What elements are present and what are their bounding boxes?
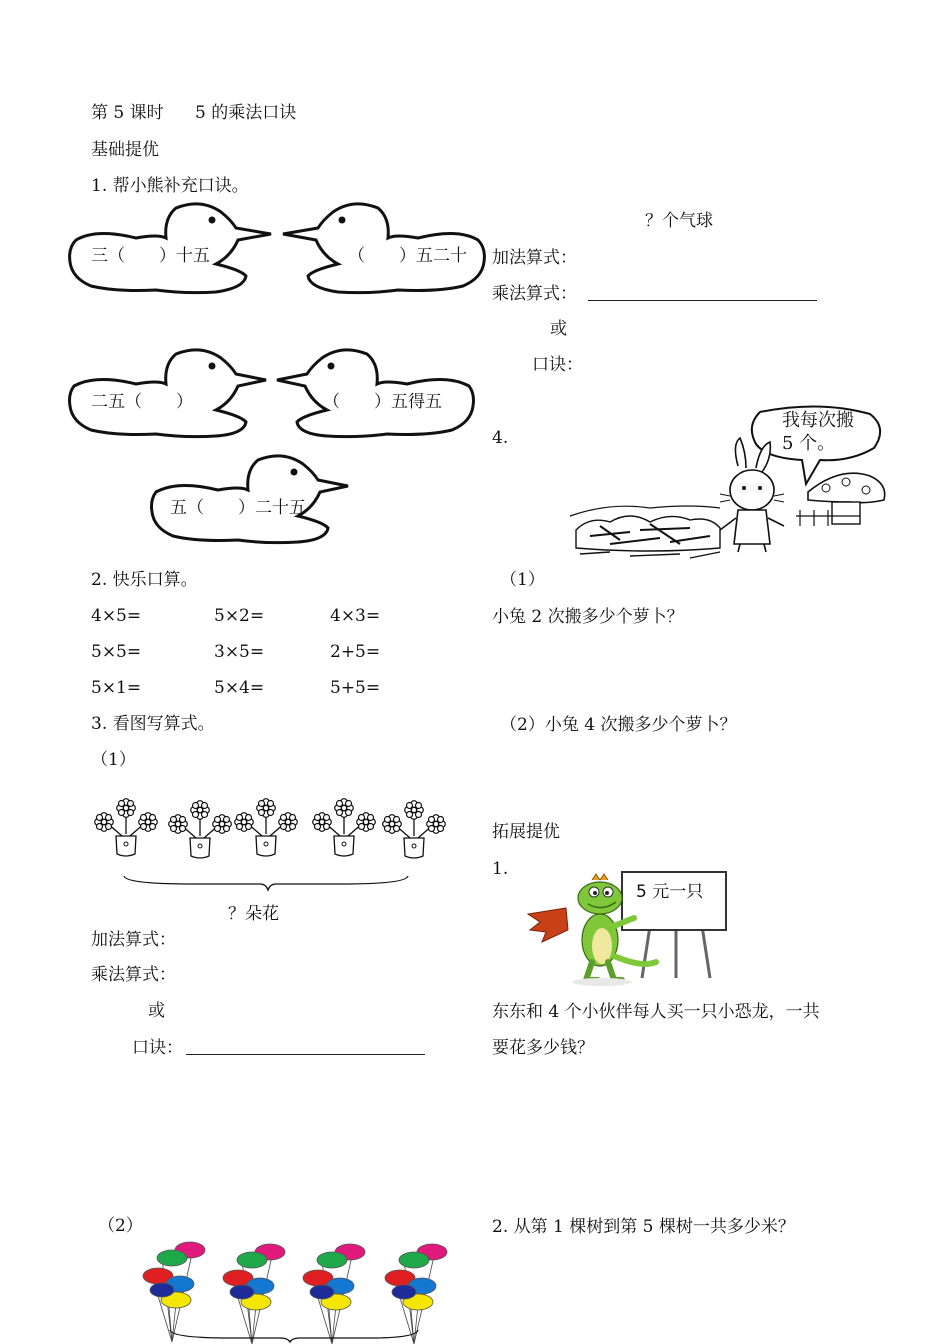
calc-item: 5+5= xyxy=(330,678,381,698)
q4-sub2-question: （2）小兔 4 次搬多少个萝卜？ xyxy=(500,715,737,735)
q3p1-multiplication-label: 乘法算式： xyxy=(91,965,176,985)
lesson-title: 5 的乘法口诀 xyxy=(195,103,297,123)
calc-item: 4×3= xyxy=(330,606,381,626)
q3p2-multiplication-answer-line[interactable] xyxy=(588,300,817,301)
extension-q1-number: 1. xyxy=(492,859,509,879)
q3p2-rhyme-label: 口诀： xyxy=(532,355,583,375)
balloons-illustration xyxy=(140,1232,460,1344)
calc-item: 5×2= xyxy=(214,606,265,626)
calc-item: 3×5= xyxy=(214,642,265,662)
duck-1-text: 三（ ）十五 xyxy=(91,246,210,266)
speech-bubble-line-1: 我每次搬 xyxy=(782,410,854,431)
extension-q1-text-line-2: 要花多少钱？ xyxy=(492,1038,594,1058)
question-4-number: 4. xyxy=(492,428,509,448)
q3p2-multiplication-label: 乘法算式： xyxy=(492,284,577,304)
question-2-title: 2. 快乐口算。 xyxy=(91,570,198,590)
price-sign-text: 5 元一只 xyxy=(636,882,704,902)
lesson-number: 第 5 课时 xyxy=(91,103,164,123)
calc-item: 5×4= xyxy=(214,678,265,698)
speech-bubble-line-2: 5 个。 xyxy=(782,433,836,454)
calc-item: 2+5= xyxy=(330,642,381,662)
duck-4-illustration xyxy=(272,344,477,438)
duck-5-illustration xyxy=(148,450,353,544)
balloons-caption: ？个气球 xyxy=(645,211,713,231)
q3p2-addition-label: 加法算式： xyxy=(492,248,577,268)
calc-item: 5×1= xyxy=(91,678,142,698)
q4-sub1-label: （1） xyxy=(500,570,545,590)
duck-2-text: （ ）五二十 xyxy=(348,246,467,266)
duck-3-text: 二五（ ） xyxy=(91,392,193,412)
flower-pots-illustration xyxy=(92,796,452,896)
q3p1-or-label: 或 xyxy=(148,1001,165,1021)
extension-q1-text-line-1: 东东和 4 个小伙伴每人买一只小恐龙，一共 xyxy=(492,1002,820,1022)
calc-item: 5×5= xyxy=(91,642,142,662)
flowers-caption: ？朵花 xyxy=(228,904,279,924)
q3p2-or-label: 或 xyxy=(550,319,567,339)
question-3-title: 3. 看图写算式。 xyxy=(91,714,215,734)
q3-part1-label: （1） xyxy=(91,750,136,770)
question-1-title: 1. 帮小熊补充口诀。 xyxy=(91,176,249,196)
duck-4-text: （ ）五得五 xyxy=(323,392,442,412)
q3p1-rhyme-answer-line[interactable] xyxy=(186,1054,425,1055)
q4-sub1-question: 小兔 2 次搬多少个萝卜？ xyxy=(492,607,684,627)
extension-q2-text: 2. 从第 1 棵树到第 5 棵树一共多少米？ xyxy=(492,1217,795,1237)
q3p1-rhyme-label: 口诀： xyxy=(132,1038,183,1058)
calc-item: 4×5= xyxy=(91,606,142,626)
duck-3-illustration xyxy=(66,344,271,438)
q3-part2-label: （2） xyxy=(98,1216,143,1236)
q3p1-addition-label: 加法算式： xyxy=(91,930,176,950)
duck-5-text: 五（ ）二十五 xyxy=(170,498,306,518)
section-basic-title: 基础提优 xyxy=(91,140,159,160)
section-extension-title: 拓展提优 xyxy=(492,822,560,842)
